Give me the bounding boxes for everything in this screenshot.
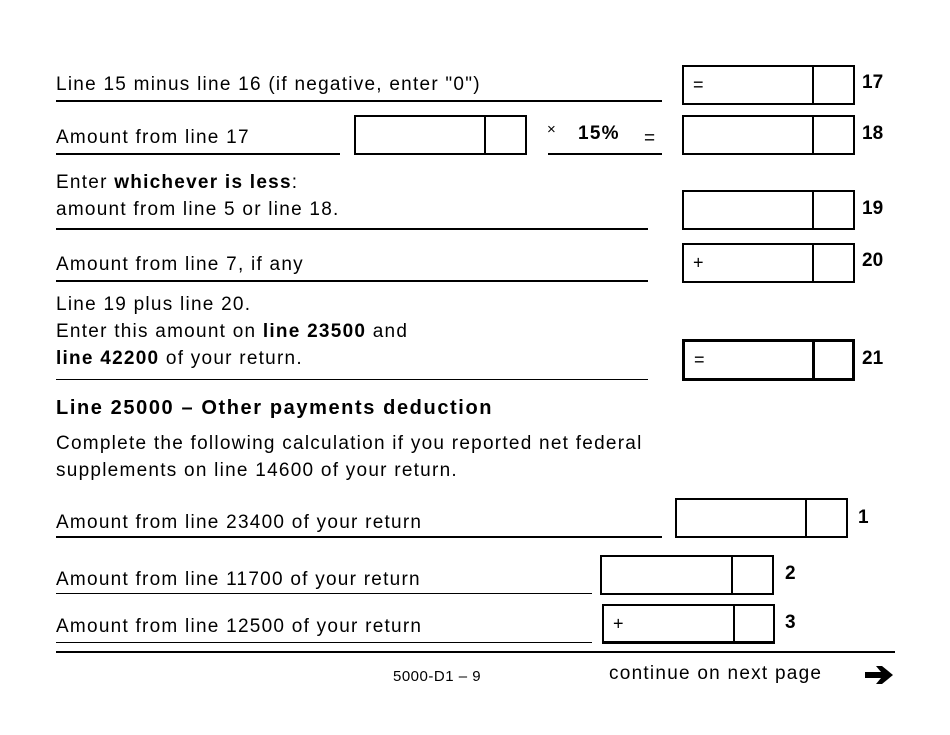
emphasis: line 23500	[262, 321, 367, 342]
footer-rule	[56, 651, 895, 653]
line18-amount-field[interactable]	[682, 115, 855, 155]
emphasis: whichever is less	[114, 172, 292, 193]
b-line1-amount-field[interactable]	[675, 498, 848, 538]
line21-amount-field[interactable]	[682, 339, 855, 381]
line20-label: Amount from line 7, if any	[56, 254, 304, 275]
line18-number: 18	[862, 123, 884, 144]
continue-text: continue on next page	[609, 663, 823, 684]
line17-number: 17	[862, 72, 884, 93]
text: Enter	[56, 172, 115, 193]
b-line3-underline	[56, 642, 592, 643]
b-line3-amount-field[interactable]	[602, 604, 775, 644]
cents-divider	[812, 245, 814, 281]
line21-label-1: Line 19 plus line 20.	[56, 294, 252, 315]
line17-amount-field[interactable]	[682, 65, 855, 105]
b-line1-underline	[56, 536, 662, 538]
intro-line-1: Complete the following calculation if you reported net federal	[56, 433, 643, 454]
b-line2-number: 2	[785, 563, 796, 584]
line20-number: 20	[862, 250, 884, 271]
cents-divider	[812, 67, 814, 103]
b-line1-label: Amount from line 23400 of your return	[56, 512, 423, 533]
intro-line-2: supplements on line 14600 of your return.	[56, 460, 458, 481]
cents-divider	[812, 342, 815, 378]
line21-underline	[56, 379, 648, 380]
line18-underline	[56, 153, 340, 155]
line21-label-3	[56, 345, 303, 372]
equals-sign: =	[644, 128, 657, 149]
line17-underline	[56, 100, 662, 102]
text: of your return.	[159, 348, 303, 369]
line17-sign: =	[693, 74, 704, 95]
line21-number: 21	[862, 348, 884, 369]
line17-label: Line 15 minus line 16 (if negative, enter "0")	[56, 74, 481, 95]
b-line3-sign: +	[613, 613, 624, 633]
b-line2-underline	[56, 593, 592, 594]
emphasis: line 42200	[56, 348, 160, 369]
text: :	[291, 172, 299, 193]
text: and	[366, 321, 409, 342]
line20-sign: +	[693, 252, 704, 273]
cents-divider	[731, 557, 733, 593]
line19-label-1	[56, 169, 298, 196]
cents-divider	[805, 500, 807, 536]
line20-underline	[56, 280, 648, 282]
line19-underline	[56, 228, 648, 230]
line21-label-2	[56, 318, 408, 345]
b-line2-label: Amount from line 11700 of your return	[56, 569, 421, 590]
cents-divider	[812, 192, 814, 228]
page-identifier: 5000-D1 – 9	[393, 668, 482, 685]
line19-label-2: amount from line 5 or line 18.	[56, 199, 340, 220]
multiply-sign: ×	[547, 121, 558, 138]
line20-amount-field[interactable]	[682, 243, 855, 283]
b-line3-number: 3	[785, 612, 796, 633]
line19-number: 19	[862, 198, 884, 219]
line18-calc-underline	[548, 153, 662, 155]
b-line1-number: 1	[858, 507, 869, 528]
line18-label: Amount from line 17	[56, 127, 250, 148]
line18-input-field[interactable]	[354, 115, 527, 155]
line19-amount-field[interactable]	[682, 190, 855, 230]
cents-divider	[484, 117, 486, 153]
text: Enter this amount on	[56, 321, 263, 342]
cents-divider	[812, 117, 814, 153]
section-heading: Line 25000 – Other payments deduction	[56, 397, 494, 419]
rate-15-percent: 15%	[578, 123, 620, 144]
b-line2-amount-field[interactable]	[600, 555, 774, 595]
cents-divider	[733, 606, 735, 641]
line21-sign: =	[694, 349, 705, 370]
arrow-right-icon	[865, 664, 894, 686]
b-line3-label: Amount from line 12500 of your return	[56, 616, 423, 637]
